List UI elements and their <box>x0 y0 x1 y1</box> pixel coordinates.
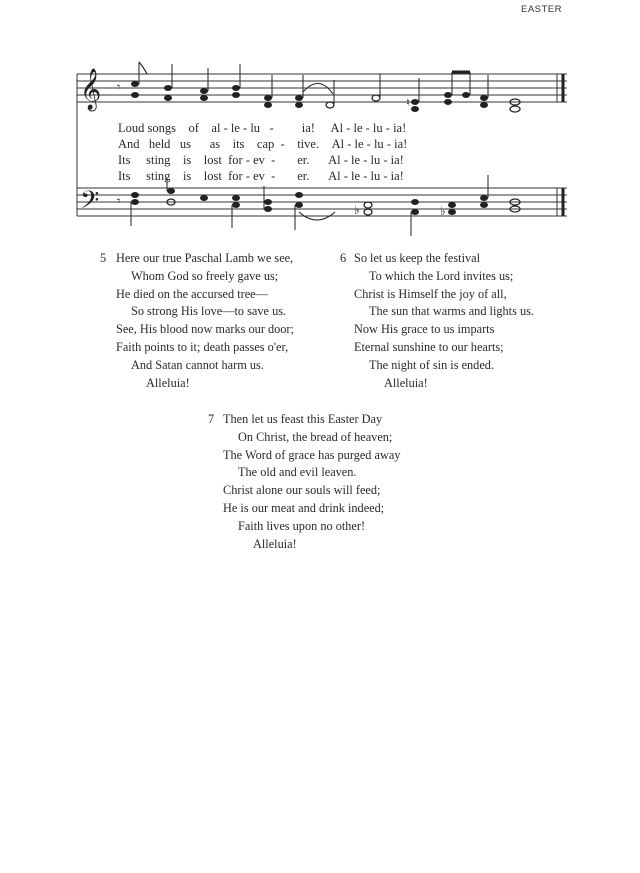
svg-text:♭: ♭ <box>354 203 360 217</box>
lyric-line-1: Loud songs of al - le - lu - ia! Al - le - lu - ia! <box>118 121 407 135</box>
stanza-number: 6 <box>340 251 347 265</box>
stanza-7 <box>208 411 400 553</box>
svg-text:𝄾: 𝄾 <box>117 194 121 208</box>
stanza-line: Alleluia! <box>146 375 190 390</box>
stanza-line: Christ alone our souls will feed; <box>223 483 381 498</box>
stanza-line: Here our true Paschal Lamb we see, <box>116 251 294 265</box>
section-header: EASTER <box>520 4 562 15</box>
stanza-line: Eternal sunshine to our hearts; <box>354 339 504 354</box>
svg-text:𝄢: 𝄢 <box>80 186 100 221</box>
lyric-line-3: Its sting is lost for - ev - er. Al - le - lu - ia! <box>118 153 404 167</box>
stanza-line: So let us keep the festival <box>354 251 481 265</box>
stanza-line: Faith lives upon no other! <box>238 518 366 533</box>
stanza-line: To which the Lord invites us; <box>369 268 514 283</box>
stanza-line: The night of sin is ended. <box>369 357 494 372</box>
stanza-line: The old and evil leaven. <box>238 465 357 480</box>
svg-text:♮: ♮ <box>406 96 410 109</box>
lyric-line-4: Its sting is lost for - ev - er. Al - le - lu - ia! <box>118 169 404 183</box>
svg-text:♭: ♭ <box>440 204 446 218</box>
svg-text:𝄾: 𝄾 <box>117 80 121 94</box>
stanza-6 <box>340 250 534 392</box>
stanza-number: 5 <box>100 251 107 265</box>
stanza-line: Alleluia! <box>384 375 428 390</box>
stanza-line: Whom God so freely gave us; <box>131 268 279 283</box>
stanza-line: He died on the accursed tree— <box>116 286 268 301</box>
lyric-line-2: And held us as its cap - tive. Al - le - lu - ia! <box>118 137 408 151</box>
stanza-number: 7 <box>208 412 215 426</box>
stanza-line: Christ is Himself the joy of all, <box>354 286 507 301</box>
stanza-5 <box>100 250 294 392</box>
stanza-line: Then let us feast this Easter Day <box>223 412 383 426</box>
stanza-line: Now His grace to us imparts <box>354 322 495 337</box>
stanza-line: And Satan cannot harm us. <box>131 357 264 372</box>
stanza-line: The Word of grace has purged away <box>223 447 401 462</box>
stanza-line: He is our meat and drink indeed; <box>223 500 385 515</box>
stanza-line: The sun that warms and lights us. <box>369 304 534 319</box>
stanza-line: Alleluia! <box>253 536 297 551</box>
stanza-line: See, His blood now marks our door; <box>116 322 294 337</box>
svg-text:𝄞: 𝄞 <box>80 69 102 110</box>
stanza-line: So strong His love—to save us. <box>131 304 287 319</box>
stanza-line: On Christ, the bread of heaven; <box>238 429 393 444</box>
stanza-line: Faith points to it; death passes o'er, <box>116 339 289 354</box>
